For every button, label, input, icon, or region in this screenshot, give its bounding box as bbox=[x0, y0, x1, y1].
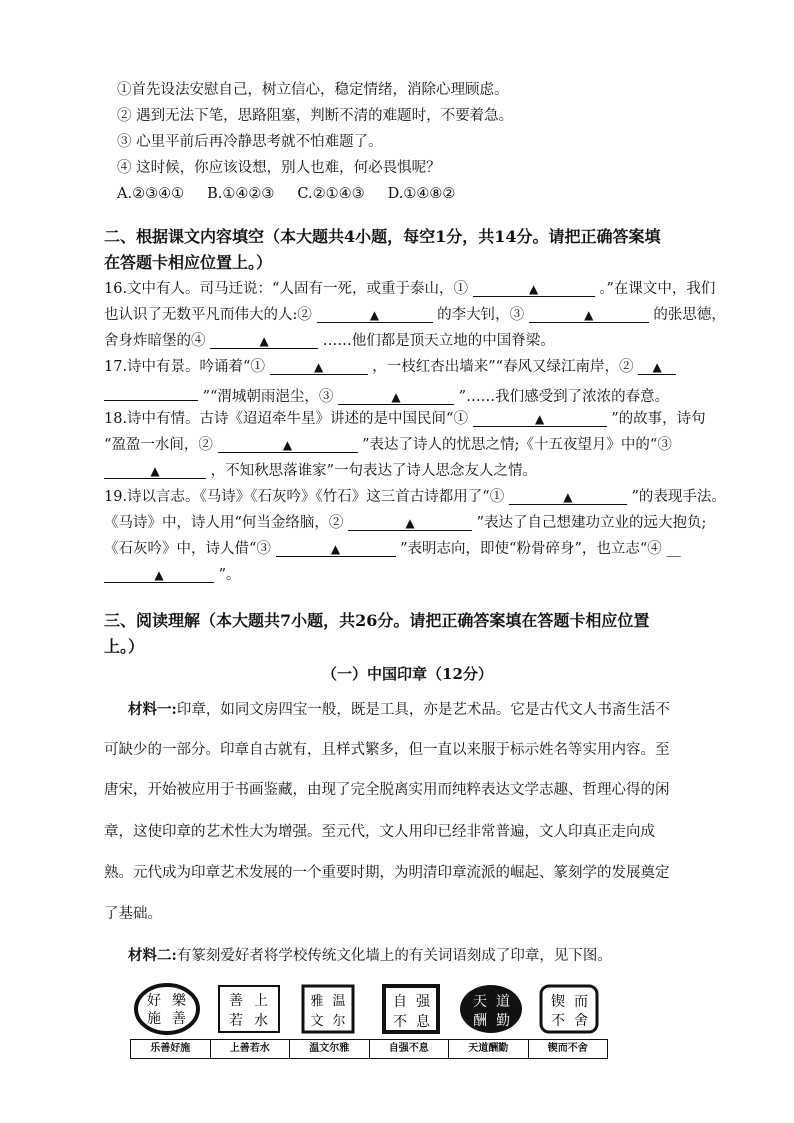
tip-3: ③ 心里平前后再冷静思考就不怕难题了。 bbox=[117, 134, 383, 150]
tip-2: ② 遇到无法下笔，思路阻塞，判断不清的难题时，不要着急。 bbox=[117, 108, 514, 124]
q18-line2 bbox=[104, 435, 672, 455]
material1-text-1: 印章，如同文房四宝一般，既是工具，亦是艺术品。它是古代文人书斋生活不 bbox=[176, 702, 670, 718]
seal-1-glyph: 好 bbox=[147, 993, 161, 1009]
q19-blank-3[interactable] bbox=[276, 539, 396, 557]
q19-text-a: 19.诗以言志。《马诗》《石灰吟》《竹石》这三首古诗都用了“① bbox=[104, 489, 505, 505]
q16-text-e: 的张思德， bbox=[653, 307, 726, 323]
seal-5-glyph: 酬 bbox=[473, 1013, 487, 1029]
blank-mark: ▲ bbox=[154, 568, 164, 582]
q17-line2 bbox=[104, 383, 669, 407]
seal-caption: 天道酬勤 bbox=[449, 1040, 529, 1058]
blank-mark: ▲ bbox=[391, 390, 401, 404]
q17-blank-2-cont[interactable] bbox=[104, 383, 198, 401]
seal-1-glyph: 樂 bbox=[172, 993, 186, 1009]
seal-4-glyph: 息 bbox=[416, 1014, 430, 1030]
q19-blank-2[interactable] bbox=[348, 513, 472, 531]
q19-blank-1[interactable] bbox=[509, 487, 627, 505]
seal-image-5 bbox=[458, 983, 524, 1035]
seal-5-glyph: 勤 bbox=[496, 1013, 510, 1029]
q19-text-b: ”的表现手法。 bbox=[631, 489, 726, 505]
seal-4-glyph: 自 bbox=[393, 994, 407, 1010]
seal-caption: 温文尔雅 bbox=[290, 1040, 370, 1058]
seal-2-glyph: 善 bbox=[229, 993, 243, 1009]
blank-mark: ▲ bbox=[528, 282, 539, 296]
blank-mark: ▲ bbox=[534, 412, 545, 426]
seal-1-glyph: 施 bbox=[147, 1011, 161, 1027]
material1-line3: 唐宋，开始被应用于书画鉴藏，由现了完全脱离实用而纯粹表达文学志趣、哲理心得的闲 bbox=[104, 782, 670, 798]
seal-caption: 上善若水 bbox=[211, 1040, 291, 1058]
seal-6-glyph: 锲 bbox=[551, 994, 565, 1010]
q16-line2 bbox=[104, 305, 726, 325]
seal-figure bbox=[130, 983, 606, 1061]
seal-image-6 bbox=[536, 983, 602, 1035]
q16-text-g: ……他们都是顶天立地的中国脊梁。 bbox=[322, 333, 555, 349]
q18-line1 bbox=[104, 409, 706, 429]
seal-5-glyph: 道 bbox=[496, 994, 510, 1010]
seal-2-glyph: 若 bbox=[229, 1013, 243, 1029]
q19-text-e: 《石灰吟》中，诗人借“③ bbox=[104, 541, 271, 557]
q17-blank-3[interactable] bbox=[338, 387, 454, 405]
section3-header: 三、阅读理解（本大题共7小题，共26分。请把正确答案填在答题卡相应位置 bbox=[104, 611, 650, 630]
q18-text-c: “盈盈一水间，② bbox=[104, 437, 213, 453]
material1-line5: 熟。元代成为印章艺术发展的一个重要时期，为明清印章流派的崛起、篆刻学的发展奠定 bbox=[104, 865, 670, 881]
seal-4-glyph: 不 bbox=[393, 1014, 407, 1030]
q19-line3 bbox=[104, 539, 681, 559]
section2-header-cont: 在答题卡相应位置上。） bbox=[104, 253, 273, 272]
q16-blank-1[interactable] bbox=[473, 279, 595, 297]
q18-text-a: 18.诗中有情。古诗《迢迢牵牛星》讲述的是中国民间“① bbox=[104, 411, 468, 427]
blank-mark: ▲ bbox=[563, 490, 573, 504]
blank-mark: ▲ bbox=[405, 516, 415, 530]
q19-line2 bbox=[104, 513, 706, 533]
seal-2-glyph: 上 bbox=[254, 993, 268, 1009]
q16-line1 bbox=[104, 279, 715, 299]
reading-subtitle: （一）中国印章（12分） bbox=[322, 665, 493, 683]
q17-text-d: ”……我们感受到了浓浓的春意。 bbox=[458, 389, 670, 405]
seal-3-glyph: 雅 bbox=[310, 994, 324, 1009]
seal-3-glyph: 温 bbox=[332, 994, 346, 1009]
material1-line6: 了基础。 bbox=[104, 906, 162, 922]
q16-text-f: 舍身炸暗堡的④ bbox=[104, 333, 206, 349]
q16-text-c: 也认识了无数平凡而伟大的人:② bbox=[104, 307, 312, 323]
q17-text-a: 17.诗中有景。吟诵着“① bbox=[104, 359, 265, 375]
seal-image-3 bbox=[295, 983, 361, 1035]
seal-caption: 乐善好施 bbox=[131, 1040, 211, 1058]
q19-blank-4[interactable] bbox=[104, 565, 214, 583]
seal-4-glyph: 强 bbox=[416, 994, 430, 1010]
seal-6-glyph: 舍 bbox=[574, 1013, 588, 1029]
q18-blank-2[interactable] bbox=[218, 435, 358, 453]
q19-text-f: ”表明志向，即使“粉骨碎身”，也立志“④ __ bbox=[400, 541, 681, 557]
q16-blank-3[interactable] bbox=[529, 305, 649, 323]
blank-mark: ▲ bbox=[330, 542, 341, 556]
seal-caption: 自强不息 bbox=[370, 1040, 450, 1058]
material2-line bbox=[128, 946, 612, 966]
q17-blank-1[interactable] bbox=[270, 357, 368, 375]
q19-line4 bbox=[104, 565, 241, 585]
q18-blank-1[interactable] bbox=[473, 409, 607, 427]
material2-label: 材料二: bbox=[128, 947, 177, 964]
seal-image-2 bbox=[216, 983, 282, 1035]
material2-text: 有篆刻爱好者将学校传统文化墙上的有关词语刻成了印章，见下图。 bbox=[176, 948, 612, 964]
blank-mark: ▲ bbox=[282, 438, 293, 452]
q16-blank-4[interactable] bbox=[210, 331, 318, 349]
seal-6-glyph: 不 bbox=[551, 1013, 565, 1029]
q19-line1 bbox=[104, 487, 726, 507]
q17-blank-2[interactable] bbox=[638, 357, 676, 375]
blank-mark: ▲ bbox=[259, 334, 269, 348]
material1-line1 bbox=[128, 700, 670, 720]
blank-mark: ▲ bbox=[313, 360, 324, 374]
q19-text-d: ”表达了自己想建功立业的远大抱负; bbox=[476, 515, 707, 531]
q18-text-d: ”表达了诗人的忧思之情;《十五夜望月》中的“③ bbox=[362, 437, 672, 453]
blank-mark: ▲ bbox=[584, 308, 594, 322]
q17-text-b: ，一枝红杏出墙来”“春风又绿江南岸，② bbox=[372, 359, 634, 375]
q19-text-g: ”。 bbox=[218, 567, 241, 583]
q18-line3 bbox=[104, 461, 537, 481]
seal-2-glyph: 水 bbox=[254, 1013, 268, 1029]
seal-caption-row bbox=[130, 1039, 608, 1059]
blank-mark: ▲ bbox=[369, 308, 380, 322]
seal-3-glyph: 尔 bbox=[332, 1014, 346, 1029]
tip-4: ④ 这时候，你应该设想，别人也难，何必畏惧呢？ bbox=[117, 160, 441, 176]
seal-image-1 bbox=[134, 983, 200, 1035]
q18-text-e: ，不知秋思落谁家”一句表达了诗人思念友人之情。 bbox=[210, 463, 538, 479]
seal-5-glyph: 天 bbox=[473, 994, 487, 1010]
tip-options: A.②③④① B.①④②③ C.②①④③ D.①④⑧② bbox=[117, 186, 456, 202]
material1-line2: 可缺少的一部分。印章自古就有，且样式繁多，但一直以来服于标示姓名等实用内容。至 bbox=[104, 742, 670, 758]
seal-caption: 锲而不舍 bbox=[547, 1043, 588, 1054]
q16-blank-2[interactable] bbox=[317, 305, 433, 323]
q17-text-c: ”“渭城朝雨浥尘，③ bbox=[202, 389, 334, 405]
q16-text-d: 的李大钊，③ bbox=[437, 307, 525, 323]
seal-1-glyph: 善 bbox=[172, 1011, 186, 1027]
material1-label: 材料一: bbox=[128, 701, 177, 718]
q18-blank-3[interactable] bbox=[104, 461, 206, 479]
material1-line4: 章，这使印章的艺术性大为增强。至元代，文人用印已经非常普遍，文人印真正走向成 bbox=[104, 824, 655, 840]
q16-text-a: 16.文中有人。司马迁说：“人固有一死，或重于泰山，① bbox=[104, 281, 468, 297]
q18-text-b: ”的故事，诗句 bbox=[611, 411, 706, 427]
blank-mark: ▲ bbox=[150, 464, 160, 478]
section2-header: 二、根据课文内容填空（本大题共4小题，每空1分，共14分。请把正确答案填 bbox=[104, 227, 661, 246]
blank-mark: ▲ bbox=[652, 360, 662, 374]
q19-text-c: 《马诗》中，诗人用“何当金络脑，② bbox=[104, 515, 344, 531]
q17-line1 bbox=[104, 357, 676, 377]
seal-3-glyph: 文 bbox=[310, 1014, 324, 1029]
seal-6-glyph: 而 bbox=[574, 994, 588, 1010]
tip-1: ①首先设法安慰自己，树立信心，稳定情绪，消除心理顾虑。 bbox=[117, 82, 509, 98]
q16-text-b: 。”在课文中，我们 bbox=[599, 281, 716, 297]
section3-header-cont: 上。） bbox=[104, 637, 145, 656]
seal-image-4 bbox=[378, 983, 444, 1035]
q16-line3 bbox=[104, 331, 555, 351]
